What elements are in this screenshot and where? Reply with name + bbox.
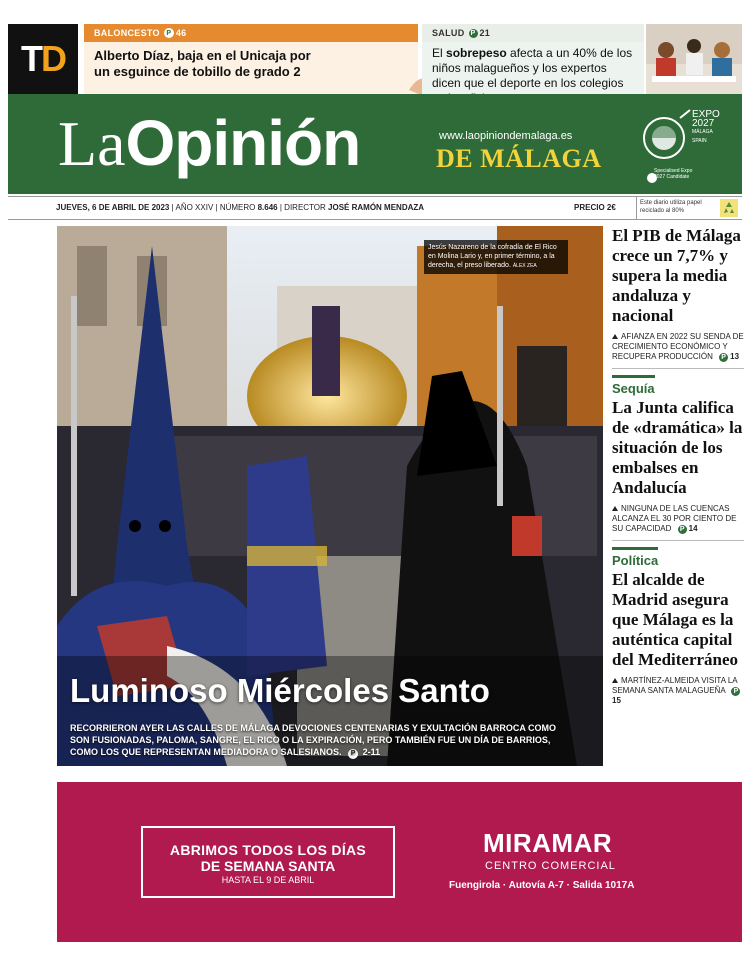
- triangle-icon: [612, 334, 618, 339]
- ad-location: Fuengirola · Autovía A-7 · Salida 1017A: [449, 880, 635, 891]
- story-drought-sub: NINGUNA DE LAS CUENCAS ALCANZA EL 30 POR CIENTO DE SU CAPACIDAD: [612, 504, 737, 533]
- story-gdp-subline: [612, 332, 744, 362]
- divider: [612, 368, 744, 369]
- director-label: DIRECTOR: [284, 203, 326, 212]
- logo-opinion: Opinión: [125, 107, 361, 179]
- photo-caption: [424, 240, 568, 274]
- divider: [636, 197, 637, 219]
- expo-country: SPAIN: [692, 138, 707, 144]
- masthead-city: DE MÁLAGA: [436, 144, 602, 173]
- expo-title: EXPO: [692, 109, 720, 120]
- page-icon: P: [469, 29, 478, 38]
- expo-candidate-note: Specialised Expo 2027 Candidate: [654, 168, 693, 180]
- td-logo-d: D: [41, 38, 65, 79]
- main-summary: [70, 722, 560, 759]
- teaser-basketball-text: Alberto Díaz, baja en el Unicaja por un esguince de tobillo de grado 2: [94, 48, 311, 79]
- triangle-icon: [612, 506, 618, 511]
- story-politics-page: 15: [612, 696, 621, 705]
- teaser-health-text-bold: sobrepeso: [446, 46, 507, 60]
- dateline-info: JUEVES, 6 DE ABRIL DE 2023 | AÑO XXIV | NÚMERO 8.646 | DIRECTOR JOSÉ RAMÓN MENDAZA: [56, 203, 425, 212]
- caption-text: Jesús Nazareno de la cofradía de El Rico en Molina Lario y, en primer término, a la derecha, el preso liberado.: [428, 244, 557, 269]
- expo-year: 2027: [692, 118, 715, 129]
- story-gdp-sub: AFIANZA EN 2022 SU SENDA DE CRECIMIENTO ECONÓMICO Y RECUPERA PRODUCCIÓN: [612, 332, 744, 361]
- newspaper-logo[interactable]: [58, 98, 360, 189]
- story-drought-subline: [612, 504, 744, 534]
- teaser-health-text-post: afecta a un 40% de los niños malagueños y los expertos dicen que el deporte en los colegios: [432, 46, 633, 90]
- miramar-advertisement[interactable]: [57, 782, 742, 942]
- issue-price: PRECIO 2€: [574, 203, 616, 212]
- main-summary-text: RECORRIERON AYER LAS CALLES DE MÁLAGA DEVOCIONES CENTENARIAS Y EXULTACIÓN BARROCA COMO SON FUSIONADAS, PALOMA, SANGRE, EL RICO O LA EXPIRACIÓN, PERO TAMBIÉN FUE UN DÍA DE BARRIOS, COMO LOS QUE REPRESENTAN MEDIADORA O SALESIANOS.: [70, 723, 557, 757]
- expo-city: MÁLAGA: [692, 129, 713, 135]
- story-politics-headline[interactable]: El alcalde de Madrid asegura que Málaga es la auténtica capital del Mediterráneo: [612, 570, 739, 669]
- story-politics-subline: [612, 676, 744, 706]
- ad-brand-sub: CENTRO COMERCIAL: [485, 860, 616, 872]
- section-politics: Política: [612, 547, 658, 568]
- teaser-health-text-pre: El: [432, 46, 447, 60]
- ad-line1: ABRIMOS TODOS LOS DÍAS: [169, 842, 367, 858]
- teaser-basketball-category: [84, 24, 418, 42]
- category-label: SALUD: [432, 28, 465, 38]
- site-url-link[interactable]: www.laopiniondemalaga.es: [439, 130, 573, 142]
- td-logo-t: T: [21, 38, 41, 79]
- logo-la: La: [58, 108, 126, 179]
- story-politics-sub: MARTÍNEZ-ALMEIDA VISITA LA SEMANA SANTA MALAGUEÑA: [612, 676, 738, 695]
- category-label: BALONCESTO: [94, 28, 160, 38]
- recycled-paper-note: Este diario utiliza papel reciclado al 80%: [640, 200, 702, 214]
- issue-year: AÑO XXIV: [175, 203, 214, 212]
- school-children-photo: [646, 24, 742, 94]
- teaser-basketball[interactable]: [84, 24, 418, 94]
- expo-text: [692, 110, 720, 146]
- main-headline[interactable]: Luminoso Miércoles Santo: [70, 672, 490, 709]
- ad-line3: HASTA EL 9 DE ABRIL: [221, 875, 315, 885]
- story-drought-page: 14: [688, 524, 698, 533]
- page-icon: P: [348, 749, 358, 759]
- story-drought-headline[interactable]: La Junta califica de «dramática» la situación de los embalses en Andalucía: [612, 398, 743, 497]
- issue-number: 8.646: [257, 203, 278, 212]
- page-icon: P: [731, 687, 740, 696]
- masthead: [8, 94, 742, 194]
- teaser-health[interactable]: [422, 24, 644, 94]
- issue-number-label: NÚMERO: [219, 203, 256, 212]
- ad-brand-logo: MIRAMAR: [483, 828, 613, 858]
- page-icon: P: [678, 525, 687, 534]
- ad-opening-hours-box: [141, 826, 395, 898]
- story-gdp-page: 13: [730, 352, 740, 361]
- teaser-health-category: [422, 24, 644, 42]
- right-column: [612, 226, 744, 706]
- divider: [612, 540, 744, 541]
- page-icon: P: [164, 28, 174, 38]
- director-name: JOSÉ RAMÓN MENDAZA: [328, 203, 425, 212]
- page-icon: P: [719, 353, 728, 362]
- story-gdp-headline[interactable]: El PIB de Málaga crece un 7,7% y supera la media andaluza y nacional: [612, 226, 741, 325]
- triangle-icon: [612, 678, 618, 683]
- ad-line2: DE SEMANA SANTA: [200, 858, 336, 874]
- main-story-pages: 2-11: [362, 747, 381, 757]
- dateline-bar: [8, 196, 742, 220]
- td-logo[interactable]: [8, 24, 78, 94]
- photo-credit: ÁLEX ZEA: [512, 263, 537, 269]
- page-number: 21: [479, 28, 491, 38]
- recycle-icon: [720, 199, 738, 217]
- issue-date: JUEVES, 6 DE ABRIL DE 2023: [56, 203, 170, 212]
- page-number: 46: [175, 28, 187, 38]
- section-drought: Sequía: [612, 375, 655, 396]
